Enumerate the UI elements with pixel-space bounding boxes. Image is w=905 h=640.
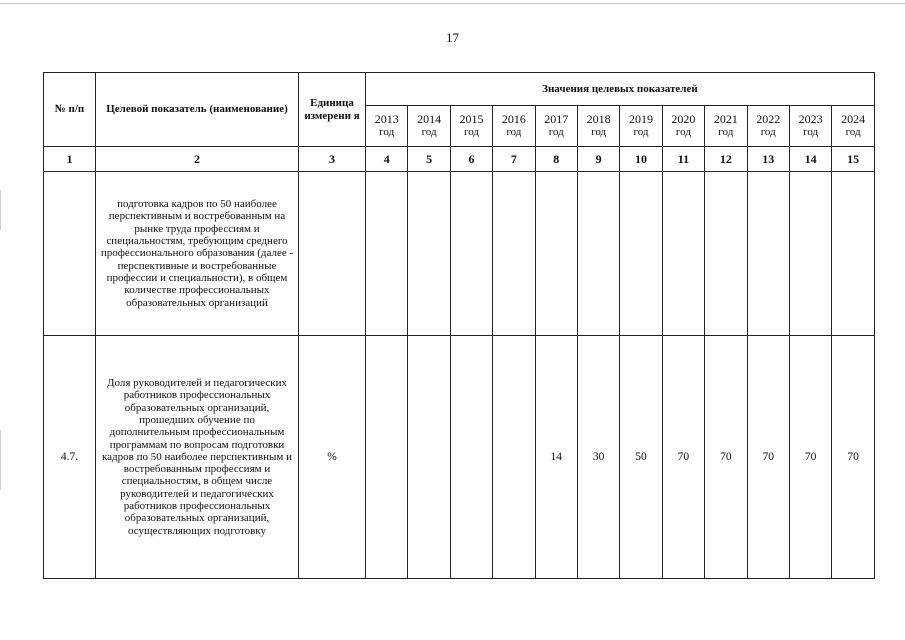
- year-suffix: год: [718, 126, 734, 138]
- unit-cell: %: [299, 336, 366, 579]
- value-cell: [493, 172, 535, 336]
- year-label: 2020: [671, 112, 696, 127]
- row-number: 4.7.: [44, 336, 96, 579]
- value-cell: [408, 336, 450, 579]
- value-cell: 30: [577, 336, 619, 579]
- value-cell: [366, 172, 408, 336]
- year-label: 2016: [501, 112, 526, 127]
- column-number: 9: [577, 147, 619, 172]
- year-header: [408, 106, 450, 147]
- year-label: 2022: [756, 112, 781, 127]
- year-header: [535, 106, 577, 147]
- year-suffix: год: [760, 126, 776, 138]
- year-label: 2019: [629, 112, 654, 127]
- year-header: [493, 106, 535, 147]
- scan-left-mark: [0, 190, 5, 230]
- column-number: 11: [662, 147, 704, 172]
- value-cell: [450, 172, 492, 336]
- year-label: 2023: [798, 112, 823, 127]
- value-cell: [662, 172, 704, 336]
- year-label: 2017: [544, 112, 569, 127]
- value-cell: [747, 172, 789, 336]
- year-header: [620, 106, 662, 147]
- scan-left-mark: [0, 430, 5, 490]
- year-suffix: год: [548, 126, 564, 138]
- year-label: 2021: [713, 112, 738, 127]
- column-number: 4: [366, 147, 408, 172]
- year-suffix: год: [803, 126, 819, 138]
- value-cell: [535, 172, 577, 336]
- value-cell: [366, 336, 408, 579]
- value-cell: [705, 172, 747, 336]
- column-number: 7: [493, 147, 535, 172]
- year-label: 2015: [459, 112, 484, 127]
- year-suffix: год: [506, 126, 522, 138]
- value-cell: [408, 172, 450, 336]
- column-number: 15: [832, 147, 875, 172]
- header-indicator: Целевой показатель (наименование): [96, 73, 299, 147]
- page-number: 17: [446, 30, 459, 45]
- year-label: 2024: [841, 112, 866, 127]
- year-suffix: год: [845, 126, 861, 138]
- value-cell: [832, 172, 875, 336]
- value-cell: [789, 172, 831, 336]
- column-number: 12: [705, 147, 747, 172]
- year-suffix: год: [591, 126, 607, 138]
- year-label: 2018: [586, 112, 611, 127]
- year-suffix: год: [379, 126, 395, 138]
- year-suffix: год: [421, 126, 437, 138]
- year-label: 2014: [417, 112, 442, 127]
- column-number: 2: [96, 147, 299, 172]
- value-cell: 70: [662, 336, 704, 579]
- year-suffix: год: [675, 126, 691, 138]
- year-header: [832, 106, 875, 147]
- indicator-text: Доля руководителей и педагогических работников профессиональных образовательных организаций, прошедших обучение по дополнительным профессиональным программам по вопросам подготовки кадров по 50 наиболее перспективным и востребованным профессиям и специальностям, в общем числе руководителей и педагогических работников профессиональных образовательных организаций, осуществляющих подготовку: [96, 336, 299, 579]
- year-header: [789, 106, 831, 147]
- scan-top-edge: [0, 0, 905, 4]
- year-header: [366, 106, 408, 147]
- value-cell: 50: [620, 336, 662, 579]
- column-number: 13: [747, 147, 789, 172]
- column-number: 6: [450, 147, 492, 172]
- value-cell: [620, 172, 662, 336]
- value-cell: [493, 336, 535, 579]
- year-header: [577, 106, 619, 147]
- row-number: [44, 172, 96, 336]
- unit-cell: [299, 172, 366, 336]
- column-number: 14: [789, 147, 831, 172]
- column-number: 5: [408, 147, 450, 172]
- year-header: [747, 106, 789, 147]
- value-cell: 70: [747, 336, 789, 579]
- table-row: [44, 172, 875, 336]
- year-suffix: год: [633, 126, 649, 138]
- value-cell: 70: [832, 336, 875, 579]
- year-suffix: год: [463, 126, 479, 138]
- year-label: 2013: [374, 112, 399, 127]
- column-number: 3: [299, 147, 366, 172]
- value-cell: [450, 336, 492, 579]
- value-cell: 14: [535, 336, 577, 579]
- value-cell: [577, 172, 619, 336]
- year-header: [450, 106, 492, 147]
- indicator-text: подготовка кадров по 50 наиболее перспективным и востребованным на рынке труда профессиям и специальностям, требующим среднего профессионального образования (далее - перспективные и востребованные профессии и специальности), в общем количестве профессиональных образовательных организаций: [96, 172, 299, 336]
- column-number: 10: [620, 147, 662, 172]
- year-header: [662, 106, 704, 147]
- header-unit: Единица измерени я: [299, 73, 366, 147]
- header-num: № п/п: [44, 73, 96, 147]
- value-cell: 70: [705, 336, 747, 579]
- year-header: [705, 106, 747, 147]
- header-values-group: Значения целевых показателей: [366, 73, 875, 106]
- target-indicators-table: [43, 72, 875, 579]
- table-row: [44, 336, 875, 579]
- column-numbers-row: [44, 147, 875, 172]
- value-cell: 70: [789, 336, 831, 579]
- column-number: 1: [44, 147, 96, 172]
- column-number: 8: [535, 147, 577, 172]
